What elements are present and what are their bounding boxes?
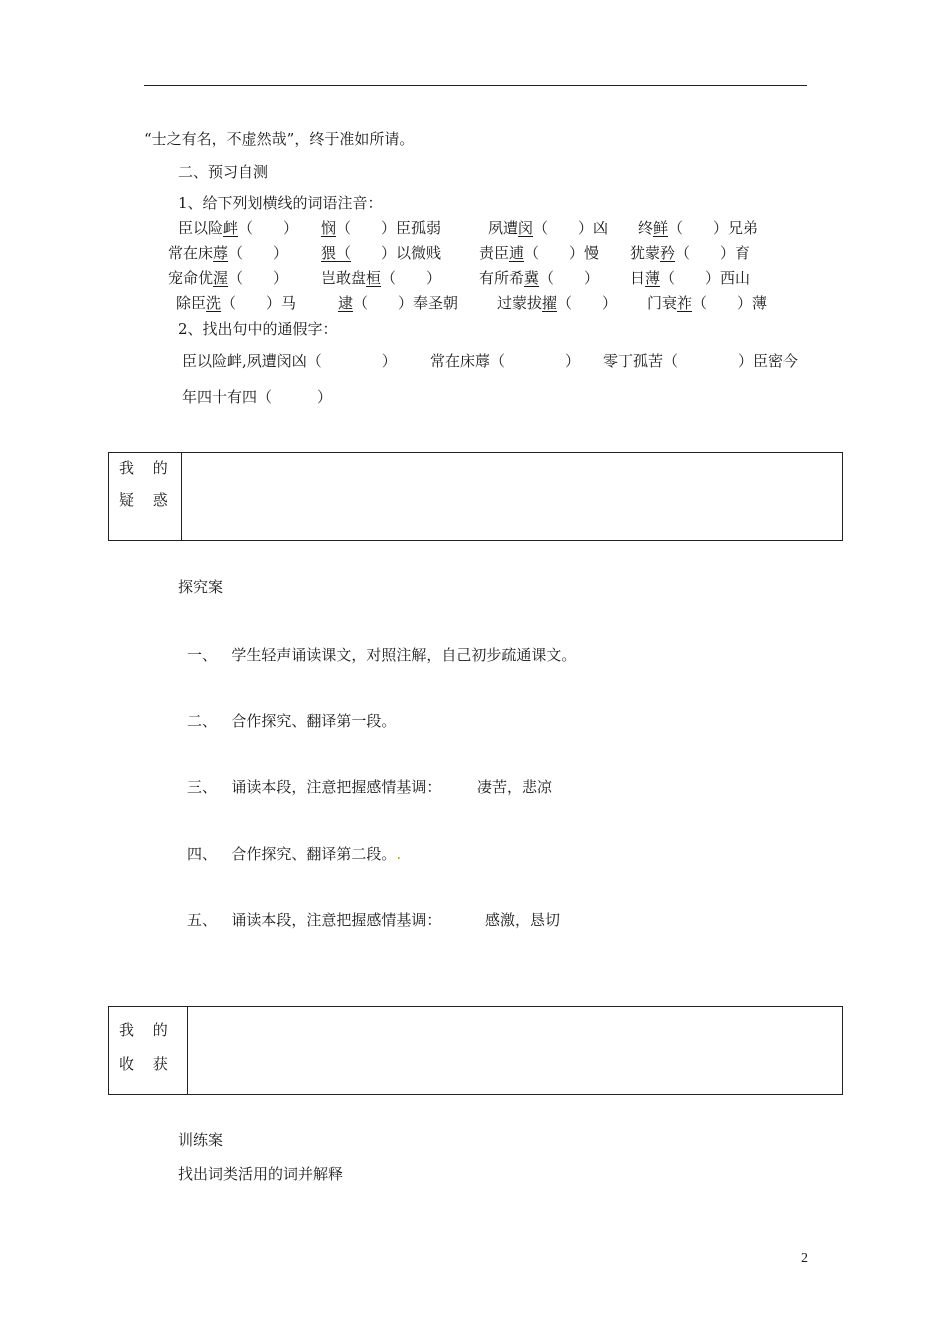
pinyin-item: 悯（ ）臣孤弱: [321, 219, 442, 237]
explore-item: 三、 诵读本段，注意把握感情基调：: [187, 778, 442, 796]
pinyin-item: 过蒙拔擢（ ）: [497, 294, 618, 312]
pinyin-item: 臣以险衅（ ）: [178, 219, 299, 237]
explore-item: 四、 合作探究、翻译第二段。.: [187, 845, 402, 863]
section-heading-explore: 探究案: [178, 578, 224, 596]
header-rule: [144, 85, 807, 86]
doubts-label: 我 的 疑 惑: [109, 453, 182, 540]
pinyin-item: 除臣洗（ ）马: [176, 294, 297, 312]
quote-line: “士之有名，不虚然哉”，终于准如所请。: [144, 130, 415, 148]
pinyin-item: 常在床蓐（ ）: [168, 244, 289, 262]
pinyin-item: 日薄（ ）西山: [630, 269, 751, 287]
explore-item: 五、 诵读本段，注意把握感情基调：: [187, 911, 442, 929]
pinyin-item: 夙遭闵（ ）凶: [488, 219, 609, 237]
gains-label: 我 的 收 获: [109, 1007, 188, 1094]
page-number: 2: [801, 1251, 808, 1266]
training-task: 找出词类活用的词并解释: [178, 1165, 344, 1183]
pinyin-item: 猥（ ）以微贱: [321, 244, 442, 262]
section-heading-preview: 二、预习自测: [178, 163, 269, 181]
section-heading-training: 训练案: [178, 1131, 224, 1149]
tongjia-item: 年四十有四（ ）: [182, 388, 333, 406]
tongjia-item: 零丁孤苦（ ）臣密今: [603, 352, 799, 370]
pinyin-item: 岂敢盘桓（ ）: [321, 269, 442, 287]
explore-item: 一、 学生轻声诵读课文，对照注解，自己初步疏通课文。: [187, 646, 577, 664]
pinyin-item: 犹蒙矜（ ）育: [630, 244, 751, 262]
question-2-title: 2、找出句中的通假字：: [178, 320, 338, 338]
explore-item-keywords: 感激，恳切: [485, 911, 561, 929]
pinyin-item: 责臣逋（ ）慢: [479, 244, 600, 262]
pinyin-item: 逮（ ）奉圣朝: [338, 294, 459, 312]
tongjia-item: 常在床蓐（ ）: [430, 352, 581, 370]
explore-item: 二、 合作探究、翻译第一段。: [187, 712, 397, 730]
tongjia-item: 臣以险衅,夙遭闵凶（ ）: [182, 352, 397, 370]
question-1-title: 1、给下列划横线的词语注音：: [178, 194, 383, 212]
pinyin-item: 宠命优渥（ ）: [168, 269, 289, 287]
pinyin-item: 门衰祚（ ）薄: [647, 294, 768, 312]
pinyin-item: 有所希冀（ ）: [479, 269, 600, 287]
gains-box: [108, 1006, 843, 1095]
pinyin-item: 终鲜（ ）兄弟: [638, 219, 759, 237]
explore-item-keywords: 凄苦，悲凉: [477, 778, 553, 796]
doubts-box: [108, 452, 843, 541]
